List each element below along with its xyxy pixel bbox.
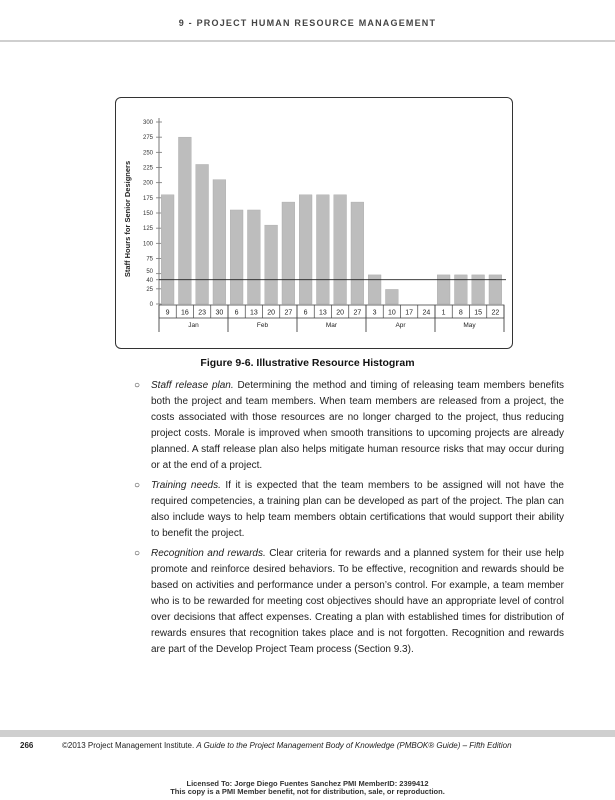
- week-label: 17: [405, 309, 414, 317]
- histogram-bar: [368, 275, 381, 304]
- bullet-term: Staff release plan.: [151, 380, 234, 391]
- week-label: 15: [474, 309, 483, 317]
- histogram-bar: [489, 275, 502, 304]
- week-label: 8: [458, 309, 463, 317]
- week-label: 13: [318, 309, 327, 317]
- week-label: 27: [353, 309, 362, 317]
- y-tick-label: 300: [142, 120, 153, 126]
- week-label: 20: [336, 309, 345, 317]
- y-tick-label: 250: [142, 150, 153, 157]
- y-tick-label: 200: [142, 180, 153, 187]
- week-label: 16: [180, 309, 189, 317]
- week-label: 10: [387, 309, 396, 317]
- y-tick-label: 150: [142, 211, 153, 217]
- figure-caption: Figure 9-6. Illustrative Resource Histogram: [200, 357, 415, 369]
- bullet-text: Determining the method and timing of releasing team members benefits both the project and team members. When team members are released from a project, the costs associated with those resources are no longer charged to the project, thus reducing project costs. Morale is improved when smooth transitions to upcoming projects are already planned. A staff release plan also helps mitigate human resource risks that may occur during or at the end of a project.: [151, 380, 564, 471]
- y-tick-label: 125: [142, 226, 153, 233]
- bullet-list: [131, 378, 564, 662]
- y-tick-label: 0: [149, 302, 153, 308]
- footer-rule: [0, 730, 615, 737]
- list-item: [131, 478, 564, 542]
- week-label: 30: [215, 309, 224, 317]
- bullet-marker: ○: [134, 380, 141, 391]
- copyright-title: A Guide to the Project Management Body of Knowledge (PMBOK® Guide) – Fifth Edition: [196, 741, 512, 750]
- histogram-bar: [472, 275, 485, 304]
- list-item: [131, 378, 564, 474]
- histogram-bar: [334, 195, 347, 304]
- week-label: 22: [491, 309, 500, 317]
- histogram-bar: [196, 164, 209, 304]
- month-label: Mar: [325, 322, 338, 329]
- copyright-line: [62, 741, 512, 750]
- histogram-bar: [247, 210, 260, 304]
- y-tick-label: 25: [146, 286, 153, 293]
- y-tick-label: 275: [142, 135, 153, 142]
- bullet-marker: ○: [134, 548, 141, 559]
- y-tick-label: 50: [146, 269, 153, 276]
- license-line-1: Licensed To: Jorge Diego Fuentes Sanchez PMI MemberID: 2399412: [186, 779, 429, 788]
- week-label: 13: [249, 309, 258, 317]
- histogram-bar: [230, 210, 243, 304]
- week-label: 20: [267, 309, 276, 317]
- copyright-prefix: ©2013 Project Management Institute.: [62, 741, 197, 750]
- month-label: Feb: [256, 322, 269, 329]
- header-title: 9 - PROJECT HUMAN RESOURCE MANAGEMENT: [178, 18, 437, 28]
- histogram-bar: [299, 195, 312, 304]
- week-label: 1: [441, 309, 446, 317]
- week-label: 3: [372, 309, 377, 317]
- bullet-term: Recognition and rewards.: [151, 548, 266, 559]
- bullet-term: Training needs.: [151, 480, 221, 491]
- histogram-bar: [265, 225, 278, 304]
- histogram-bar: [351, 202, 364, 304]
- page-number: 266: [20, 741, 34, 750]
- month-label: May: [463, 322, 476, 329]
- y-tick-label: 225: [142, 165, 153, 172]
- histogram-bar: [437, 275, 450, 304]
- histogram-bar: [316, 195, 329, 304]
- y-axis-title: Staff Hours for Senior Designers: [123, 160, 132, 278]
- histogram-bar: [385, 289, 398, 304]
- license-line-2: This copy is a PMI Member benefit, not for distribution, sale, or reproduction.: [170, 787, 445, 796]
- y-tick-label: 75: [146, 256, 153, 263]
- page-header: [0, 0, 615, 42]
- histogram-bar: [213, 180, 226, 304]
- week-label: 6: [234, 309, 239, 317]
- histogram-bar: [282, 202, 295, 304]
- y-tick-label: 40: [146, 278, 153, 285]
- bullet-text: Clear criteria for rewards and a planned system for their use help promote and reinforce desired behaviors. To be effective, recognition and rewards should be based on activities and performance under a person’s control. For example, a team member who is to be rewarded for meeting cost objectives should have an appropriate level of control over decisions that affect expenses. Creating a plan with established times for distribution of rewards ensures that recognition takes place and is not forgotten. Recognition and rewards are part of the Develop Project Team process (Section 9.3).: [151, 548, 564, 655]
- resource-histogram-chart: [116, 98, 514, 350]
- bullet-text: If it is expected that the team members to be assigned will not have the required competencies, a training plan can be developed as part of the project. The plan can also include ways to help team members obtain certifications that would support their ability to benefit the project.: [151, 480, 564, 539]
- week-label: 6: [303, 309, 308, 317]
- week-label: 24: [422, 309, 431, 317]
- figure-frame: [115, 97, 513, 349]
- histogram-bar: [454, 275, 467, 304]
- histogram-bar: [161, 195, 174, 304]
- week-label: 27: [284, 309, 293, 317]
- month-label: Apr: [395, 322, 406, 329]
- week-label: 9: [165, 309, 170, 317]
- list-item: [131, 546, 564, 658]
- week-label: 23: [198, 309, 207, 317]
- y-tick-label: 100: [142, 241, 153, 248]
- bullet-marker: ○: [134, 480, 141, 491]
- histogram-bar: [178, 137, 191, 304]
- month-label: Jan: [188, 322, 199, 329]
- y-tick-label: 175: [142, 195, 153, 202]
- header-rule: [0, 40, 615, 42]
